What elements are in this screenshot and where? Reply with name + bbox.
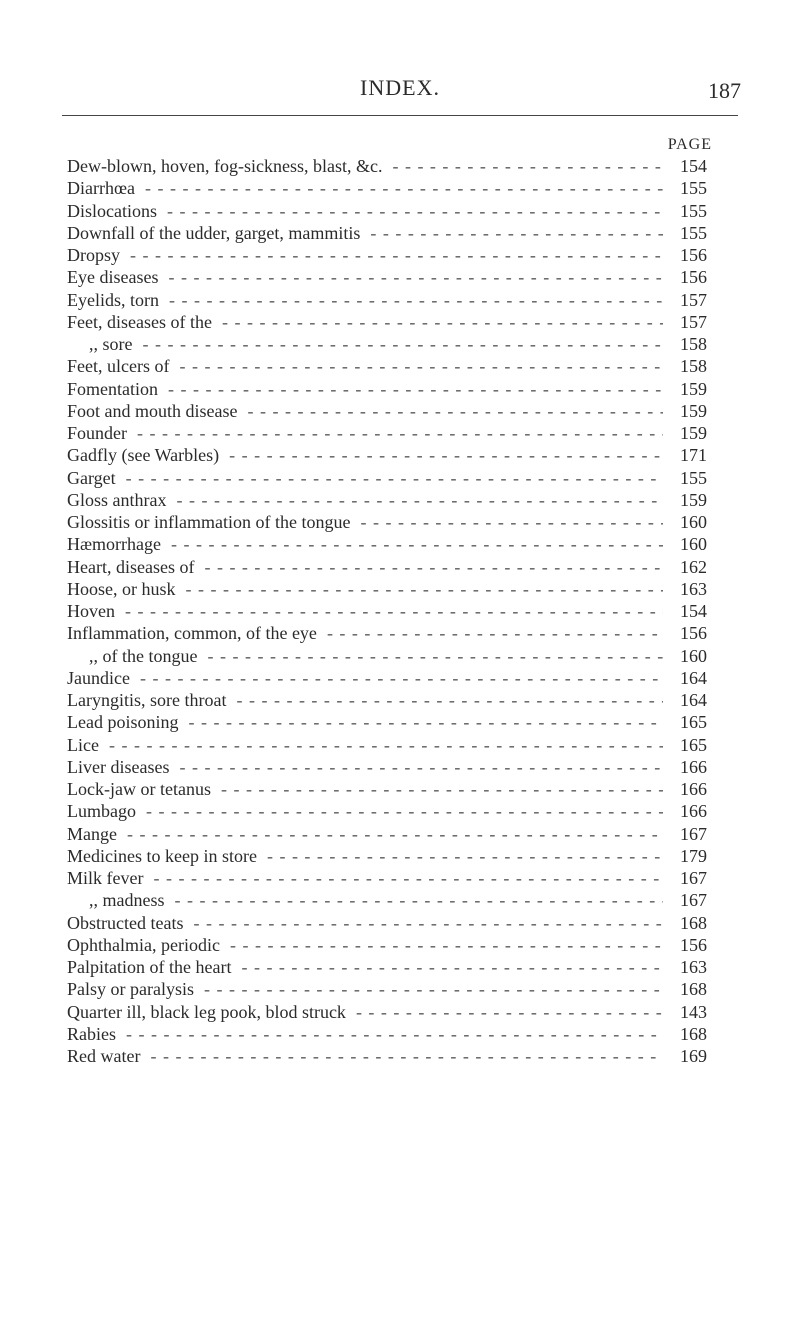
index-entry [67, 311, 707, 333]
index-entry [67, 845, 707, 867]
index-entry [67, 645, 707, 667]
entry-page-number: 167 [680, 823, 707, 844]
entry-label: Quarter ill, black leg pook, blod struck [67, 1001, 346, 1022]
entry-label: ,, of the tongue [89, 645, 198, 666]
entry-label: Palpitation of the heart [67, 957, 232, 977]
index-entry [67, 400, 707, 422]
dot-leader [194, 556, 663, 578]
entry-page-number: 164 [680, 667, 707, 688]
dot-leader [161, 533, 663, 555]
entry-page-number: 164 [680, 690, 707, 710]
entry-page-number: 143 [680, 1001, 707, 1022]
entry-label: Rabies [67, 1023, 116, 1044]
dot-leader [178, 711, 663, 733]
dot-leader [166, 489, 663, 511]
entry-page-number: 156 [680, 623, 707, 644]
index-entry [67, 867, 707, 889]
entry-label: Medicines to keep in store [67, 845, 257, 866]
entry-label: Jaundice [67, 667, 130, 688]
dot-leader [197, 645, 663, 667]
entry-page-number: 165 [680, 734, 707, 755]
entry-label: Eye diseases [67, 267, 159, 288]
dot-leader [317, 622, 663, 644]
dot-leader [133, 333, 664, 355]
index-entry [67, 934, 707, 956]
entry-page-number: 167 [680, 868, 707, 888]
dot-leader [116, 467, 663, 489]
entry-page-number: 179 [680, 845, 707, 866]
entry-page-number: 155 [680, 222, 707, 243]
entry-label: Dislocations [67, 200, 157, 221]
index-entry [67, 533, 707, 555]
dot-leader [136, 800, 663, 822]
entry-label: Milk fever [67, 868, 144, 888]
entry-page-number: 159 [680, 423, 707, 443]
entry-label: Hoose, or husk [67, 578, 176, 599]
entry-label: Obstructed teats [67, 912, 184, 933]
index-entry [67, 1023, 707, 1045]
entry-label: ,, madness [89, 890, 165, 911]
entry-label: Hæmorrhage [67, 534, 161, 555]
page-number: 187 [708, 78, 741, 103]
dot-leader [115, 600, 663, 622]
dot-leader [143, 867, 663, 889]
dot-leader [159, 289, 663, 311]
entry-page-number: 155 [680, 178, 707, 199]
entry-page-number: 159 [680, 400, 707, 421]
entry-label: Downfall of the udder, garget, mammitis [67, 222, 361, 243]
entry-label: Eyelids, torn [67, 289, 159, 310]
dot-leader [169, 756, 663, 778]
entry-page-number: 169 [680, 1046, 707, 1066]
index-entry [67, 355, 707, 377]
entry-page-number: 157 [680, 311, 707, 332]
entry-label: Founder [67, 423, 127, 443]
dot-leader [130, 667, 663, 689]
dot-leader [120, 244, 663, 266]
index-entry [67, 489, 707, 511]
entry-page-number: 156 [680, 267, 707, 288]
dot-leader [194, 978, 663, 1000]
entry-label: Heart, diseases of [67, 556, 195, 577]
entry-page-number: 168 [680, 912, 707, 933]
dot-leader [382, 155, 663, 177]
entry-label: Foot and mouth disease [67, 400, 238, 421]
dot-leader [99, 734, 663, 756]
index-entry [67, 155, 707, 177]
index-entry [67, 667, 707, 689]
dot-leader [117, 823, 663, 845]
entry-label: Mange [67, 823, 117, 844]
entry-page-number: 163 [680, 957, 707, 977]
entry-label: Lice [67, 734, 99, 755]
index-entry [67, 800, 707, 822]
entry-label: Lock-jaw or tetanus [67, 779, 211, 799]
entry-page-number: 160 [680, 534, 707, 555]
index-entry [67, 711, 707, 733]
entry-page-number: 163 [680, 578, 707, 599]
entry-label: Ophthalmia, periodic [67, 934, 220, 955]
index-entry [67, 823, 707, 845]
index-entry [67, 333, 707, 355]
entry-label: Gloss anthrax [67, 489, 167, 510]
index-entry [67, 1001, 707, 1023]
entry-page-number: 171 [680, 445, 707, 466]
page-title: INDEX. [360, 75, 440, 100]
index-entry [67, 422, 707, 444]
page-column-heading: PAGE [667, 136, 712, 153]
entry-label: Feet, diseases of the [67, 311, 212, 332]
entry-label: Laryngitis, sore throat [67, 690, 227, 710]
entry-label: Inflammation, common, of the eye [67, 623, 317, 644]
entry-page-number: 160 [680, 512, 707, 532]
entry-label: Garget [67, 467, 116, 488]
index-entry [67, 289, 707, 311]
entry-label: Gadfly (see Warbles) [67, 445, 220, 466]
dot-leader [135, 177, 663, 199]
dot-leader [116, 1023, 663, 1045]
index-entry [67, 622, 707, 644]
index-entry [67, 756, 707, 778]
entry-page-number: 155 [680, 200, 707, 221]
dot-leader [165, 889, 664, 911]
dot-leader [219, 444, 663, 466]
entry-page-number: 167 [680, 890, 707, 911]
dot-leader [183, 912, 663, 934]
header-rule [62, 115, 738, 116]
entry-label: Glossitis or inflammation of the tongue [67, 512, 351, 532]
index-list [67, 155, 707, 1067]
entry-label: Lumbago [67, 801, 136, 822]
dot-leader [211, 778, 663, 800]
entry-page-number: 165 [680, 712, 707, 733]
dot-leader [237, 400, 663, 422]
entry-page-number: 154 [680, 601, 707, 621]
entry-page-number: 157 [680, 289, 707, 310]
entry-label: Palsy or paralysis [67, 979, 194, 1000]
entry-label: Red water [67, 1046, 141, 1066]
entry-label: Dropsy [67, 245, 120, 265]
entry-label: ,, sore [89, 334, 133, 354]
dot-leader [140, 1045, 663, 1067]
dot-leader [169, 355, 663, 377]
entry-page-number: 154 [680, 156, 707, 176]
dot-leader [127, 422, 663, 444]
index-entry [67, 912, 707, 934]
dot-leader [220, 934, 663, 956]
index-entry [67, 511, 707, 533]
index-entry [67, 600, 707, 622]
entry-page-number: 159 [680, 489, 707, 510]
entry-page-number: 158 [680, 356, 707, 377]
dot-leader [226, 689, 663, 711]
entry-page-number: 166 [680, 779, 707, 799]
dot-leader [346, 1001, 663, 1023]
entry-page-number: 166 [680, 801, 707, 822]
dot-leader [158, 266, 663, 288]
entry-page-number: 158 [680, 334, 707, 354]
index-entry [67, 266, 707, 288]
entry-page-number: 166 [680, 756, 707, 777]
index-entry [67, 556, 707, 578]
entry-page-number: 156 [680, 245, 707, 265]
entry-page-number: 160 [680, 645, 707, 666]
entry-page-number: 155 [680, 467, 707, 488]
entry-page-number: 156 [680, 934, 707, 955]
index-entry [67, 578, 707, 600]
dot-leader [212, 311, 663, 333]
entry-page-number: 162 [680, 556, 707, 577]
index-entry [67, 200, 707, 222]
index-entry [67, 444, 707, 466]
index-entry [67, 1045, 707, 1067]
dot-leader [350, 511, 663, 533]
entry-label: Hoven [67, 601, 115, 621]
dot-leader [157, 200, 663, 222]
entry-page-number: 159 [680, 378, 707, 399]
index-entry [67, 244, 707, 266]
index-entry [67, 978, 707, 1000]
index-entry [67, 734, 707, 756]
index-entry [67, 467, 707, 489]
dot-leader [257, 845, 663, 867]
entry-label: Liver diseases [67, 756, 170, 777]
dot-leader [360, 222, 663, 244]
dot-leader [231, 956, 663, 978]
entry-label: Dew-blown, hoven, fog-sickness, blast, &c. [67, 156, 383, 176]
entry-page-number: 168 [680, 979, 707, 1000]
index-entry [67, 689, 707, 711]
entry-label: Feet, ulcers of [67, 356, 170, 377]
index-entry [67, 222, 707, 244]
index-entry [67, 956, 707, 978]
dot-leader [176, 578, 664, 600]
entry-page-number: 168 [680, 1023, 707, 1044]
index-entry [67, 778, 707, 800]
entry-label: Fomentation [67, 378, 158, 399]
index-entry [67, 889, 707, 911]
index-entry [67, 378, 707, 400]
dot-leader [158, 378, 663, 400]
index-entry [67, 177, 707, 199]
entry-label: Diarrhœa [67, 178, 135, 199]
entry-label: Lead poisoning [67, 712, 179, 733]
